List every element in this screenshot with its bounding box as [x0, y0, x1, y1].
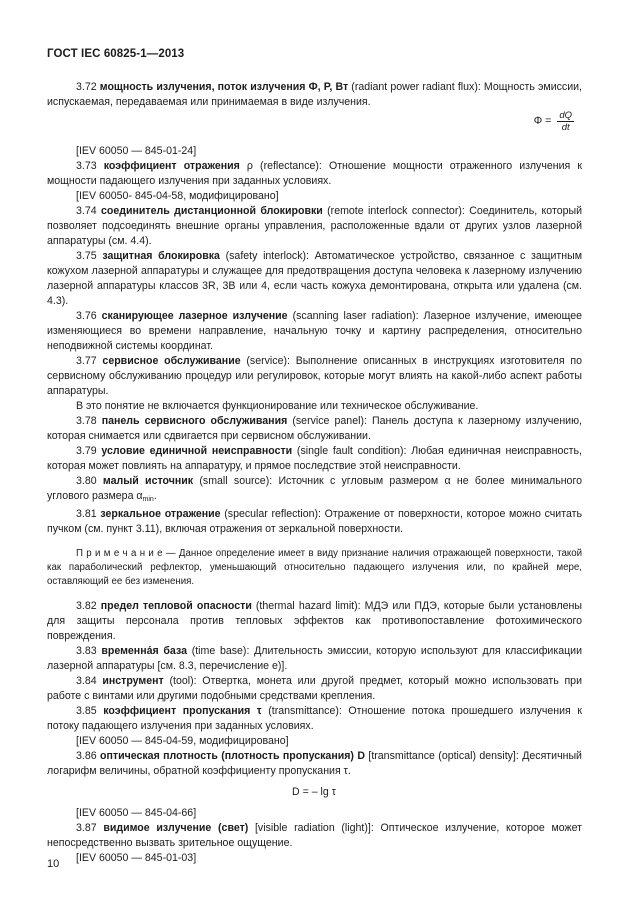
clause-term: инструмент: [102, 675, 164, 687]
clause-number: 3.72: [76, 81, 97, 93]
page-number: 10: [47, 858, 60, 870]
clause-term: видимое излучение (свет): [103, 822, 249, 834]
clause-number: 3.74: [76, 205, 97, 217]
clause-3-79: [47, 444, 582, 474]
clause-text: (single fault condition): Любая единичная неисправность, которая может повлиять на аппаратуру, и прямое последствие этой неисправности.: [47, 445, 582, 472]
clause-term: мощность излучения, поток излучения Ф, P, Вт: [99, 81, 349, 93]
spacer: [47, 589, 582, 599]
clause-3-80: [47, 474, 582, 507]
clause-text: (service): Выполнение описанных в инструкциях изготовителя по сервисному обслуживанию процедур или регулировок, которые могут влиять на какой-либо аспект работы аппаратуры.: [47, 355, 582, 397]
clause-3-85: [47, 704, 582, 734]
formula-fraction: [557, 110, 574, 133]
clause-text: [visible radiation (light)]: Оптическое излучение, которое может непосредственно вызвать зрительное ощущение.: [47, 822, 582, 849]
clause-term: коэффициент пропускания τ: [103, 705, 262, 717]
clause-term: сервисное обслуживание: [102, 355, 241, 367]
clause-text: ρ (reflectance): Отношение мощности отраженного излучения к мощности падающего излучения при заданных условиях.: [47, 160, 582, 187]
clause-term: зеркальное отражение: [100, 508, 221, 520]
clause-term: коэффициент отражения: [103, 160, 240, 172]
clause-text: (safety interlock): Автоматическое устройство, связанное с защитным кожухом лазерной аппаратуры и служащее для предотвращения доступа человека к лазерному излучению лазерной аппаратуры классов 3R, 3B или 4, если часть кожуха демонтирована, открыта или удалена (см. 4.3).: [47, 250, 582, 307]
clause-3-73-ref: [IEV 60050- 845-04-58, модифицировано]: [76, 190, 279, 202]
clause-text: (scanning laser radiation): Лазерное излучение, имеющее изменяющиеся во времени направление, начальную точку и картину распределения, относительно неподвижной системы координат.: [47, 310, 582, 352]
clause-3-83: [47, 644, 582, 674]
clause-term: малый источник: [102, 475, 194, 487]
note: [47, 547, 582, 589]
clause-text: (time base): Длительность эмиссии, которую используют для классификации лазерной аппаратуры [см. 8.3, перечисление е)].: [47, 645, 582, 672]
document-header: ГОСТ IEC 60825-1—2013: [47, 48, 185, 60]
clause-text: (transmittance): Отношение потока прошедшего излучения к потоку падающего излучения при заданных условиях.: [47, 705, 582, 732]
clause-number: 3.81: [76, 508, 97, 520]
clause-3-82: [47, 599, 582, 644]
clause-text: (small source): Источник с угловым размером α не более минимального углового размера α: [47, 475, 582, 502]
clause-tail: .: [153, 490, 157, 502]
clause-3-75: [47, 249, 582, 309]
clause-number: 3.79: [76, 445, 97, 457]
clause-3-73: [47, 159, 582, 189]
clause-text: [transmittance (optical) density]: Десятичный логарифм величины, обратной коэффициенту пропускания τ.: [47, 750, 582, 777]
formula-optical-density: D = – lg τ: [292, 786, 336, 798]
clause-text: (thermal hazard limit): МДЭ или ПДЭ, которые были установлены для защиты персонала против тепловых эффектов как противопоставление фотохимического повреждения.: [47, 600, 582, 642]
clause-3-81: [47, 507, 582, 537]
clause-number: 3.80: [76, 475, 97, 487]
clause-number: 3.78: [76, 415, 97, 427]
clause-3-72-ref: [IEV 60050 — 845-01-24]: [76, 145, 197, 157]
clause-3-86-ref: [IEV 60050 — 845-04-66]: [76, 807, 197, 819]
clause-text: (specular reflection): Отражение от поверхности, которое можно считать пучком (см. пункт 3.11), включая отражения от зеркальной поверхности.: [47, 508, 582, 535]
clause-3-76: [47, 309, 582, 354]
clause-number: 3.76: [76, 310, 97, 322]
formula-denominator: dt: [561, 122, 570, 133]
clause-term: временна́я база: [101, 645, 187, 657]
document-body: [47, 80, 582, 866]
clause-number: 3.87: [76, 822, 97, 834]
clause-text: (remote interlock connector): Соединитель, который позволяет подсоединять внешние органы управления, расположенные вдали от других узлов лазерной аппаратуры (см. 4.4).: [47, 205, 583, 247]
clause-number: 3.82: [76, 600, 97, 612]
clause-term: предел тепловой опасности: [100, 600, 252, 612]
clause-3-74: [47, 204, 582, 249]
subscript: min: [142, 496, 154, 503]
clause-number: 3.73: [76, 160, 97, 172]
clause-number: 3.75: [76, 250, 97, 262]
clause-3-85-ref: [IEV 60050 — 845-04-59, модифицировано]: [76, 735, 289, 747]
clause-3-87: [47, 821, 582, 851]
clause-3-77-extra: В это понятие не включается функционирование или техническое обслуживание.: [76, 400, 479, 412]
clause-3-78: [47, 414, 582, 444]
clause-3-77: [47, 354, 582, 399]
clause-term: условие единичной неисправности: [101, 445, 293, 457]
clause-3-86: [47, 749, 582, 779]
note-text: — Данное определение имеет в виду признание наличия отражающей поверхности, такой как параболический рефлектор, уменьшающий относительно падающего излучения или, по крайней мере, оставляющий ее без изменения.: [47, 548, 582, 587]
clause-number: 3.86: [76, 750, 97, 762]
clause-number: 3.77: [76, 355, 97, 367]
clause-term: соединитель дистанционной блокировки: [101, 205, 323, 217]
note-label: П р и м е ч а н и е: [76, 548, 163, 559]
clause-term: защитная блокировка: [102, 250, 220, 262]
clause-text: (radiant power radiant flux): Мощность эмиссии, испускаемая, передаваемая или принимаемая в виде излучения.: [47, 81, 582, 108]
formula-numerator: dQ: [559, 110, 572, 121]
clause-term: панель сервисного обслуживания: [101, 415, 288, 427]
clause-3-72: [47, 80, 582, 110]
spacer: [47, 537, 582, 547]
clause-number: 3.85: [76, 705, 97, 717]
formula-phi: [47, 110, 582, 144]
clause-term: сканирующее лазерное излучение: [101, 310, 288, 322]
clause-text: (tool): Отвертка, монета или другой предмет, который можно использовать при работе с винтами или другими подобными средствами крепления.: [47, 675, 582, 702]
clause-3-84: [47, 674, 582, 704]
clause-number: 3.84: [76, 675, 97, 687]
clause-text: (service panel): Панель доступа к лазерному излучению, которая снимается или сдвигается при сервисном обслуживании.: [47, 415, 582, 442]
clause-term: оптическая плотность (плотность пропускания) D: [100, 750, 365, 762]
clause-3-87-ref: [IEV 60050 — 845-01-03]: [76, 852, 197, 864]
clause-number: 3.83: [76, 645, 97, 657]
formula-lhs: Φ =: [533, 115, 552, 128]
